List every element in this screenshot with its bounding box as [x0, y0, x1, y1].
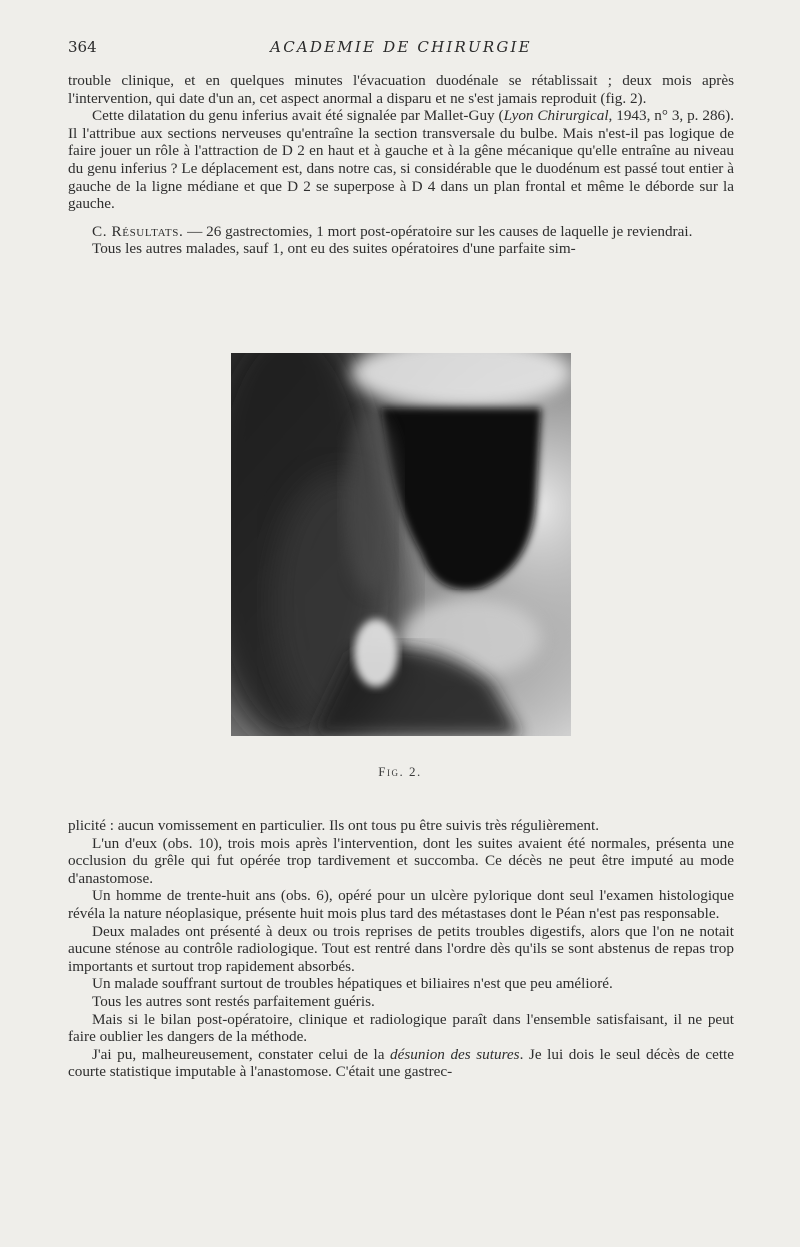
paragraph-text: , 1943, n° 3, p. 286). Il l'attribue aux sections nerveuses qu'entraîne la section transversale du bulbe. Mais n'est-il pas logique de faire jouer un rôle à l'attraction de D 2 en haut et à gauche et à la gêne mécanique qu'elle entraîne au niveau du genu inferius ? Le déplacement est, dans notre cas, si considérable que le duodénum est passé tout entier à gauche de la ligne médiane et que D 2 se superpose à D 4 dans un plan frontal et même le déborde sur la gauche. [68, 107, 734, 213]
bottom-text-block [68, 817, 734, 1081]
journal-citation: Lyon Chirurgical [503, 107, 609, 125]
paragraph-continuation: plicité : aucun vomissement en particulier. Ils ont tous pu être suivis très régulièrement. [68, 817, 600, 834]
paragraph-text: . Je lui dois le seul décès de cette courte statistique imputable à l'anastomose. C'était une gastrec- [68, 1045, 734, 1081]
radiograph-figure [231, 353, 571, 736]
paragraph-bilan: Mais si le bilan post-opératoire, clinique et radiologique paraît dans l'ensemble satisfaisant, il ne peut faire oublier les dangers de la méthode. [68, 1010, 734, 1046]
paragraph-gueris: Tous les autres sont restés parfaitement guéris. [92, 992, 375, 1010]
page-number: 364 [68, 38, 97, 56]
paragraph-hepatiques: Un malade souffrant surtout de troubles hépatiques et biliaires n'est que peu amélioré. [92, 975, 613, 993]
page-header [68, 38, 734, 60]
paragraph-desunion [68, 1046, 734, 1081]
paragraph-text: J'ai pu, malheureusement, constater celui de la [92, 1045, 391, 1063]
paragraph-mallet-guy [68, 107, 734, 213]
radiograph-image [231, 353, 571, 736]
top-text-block [68, 72, 734, 258]
running-title: ACADEMIE DE CHIRURGIE [270, 38, 532, 56]
paragraph-resultats [68, 223, 734, 241]
figure-caption: Fig. 2. [378, 764, 422, 779]
paragraph-troubles-digestifs: Deux malades ont présenté à deux ou trois reprises de petits troubles digestifs, alors que l'on ne notait aucune sténose au contrôle radiologique. Tout est rentré dans l'ordre dès qu'ils se sont abstenus de repas trop importants et surtout trop rapidement absorbés. [68, 922, 734, 975]
paragraph-text: — 26 gastrectomies, 1 mort post-opératoire sur les causes de laquelle je reviendrai. [183, 222, 693, 240]
paragraph-obs-6: Un homme de trente-huit ans (obs. 6), opéré pour un ulcère pylorique dont seul l'examen histologique révéla la nature néoplasique, présente huit mois plus tard des métastases dont le Péan n'est pas responsable. [68, 887, 734, 922]
section-label: C. Résultats. [92, 222, 184, 240]
paragraph-suites: Tous les autres malades, sauf 1, ont eu des suites opératoires d'une parfaite sim- [92, 240, 576, 258]
paragraph-continuation: trouble clinique, et en quelques minutes l'évacuation duodénale se rétablissait ; deux mois après l'intervention, qui date d'un an, cet aspect anormal a disparu et ne s'est jamais reproduit (fig. 2). [68, 72, 734, 107]
paragraph-text: Cette dilatation du genu inferius avait été signalée par Mallet-Guy ( [92, 107, 504, 125]
emphasis-term: désunion des sutures [390, 1045, 520, 1063]
paragraph-obs-10: L'un d'eux (obs. 10), trois mois après l'intervention, dont les suites avaient été normales, présenta une occlusion du grêle qui fut opérée trop tardivement et succomba. Ce décès ne peut être imputé au mode d'anastomose. [68, 834, 734, 887]
